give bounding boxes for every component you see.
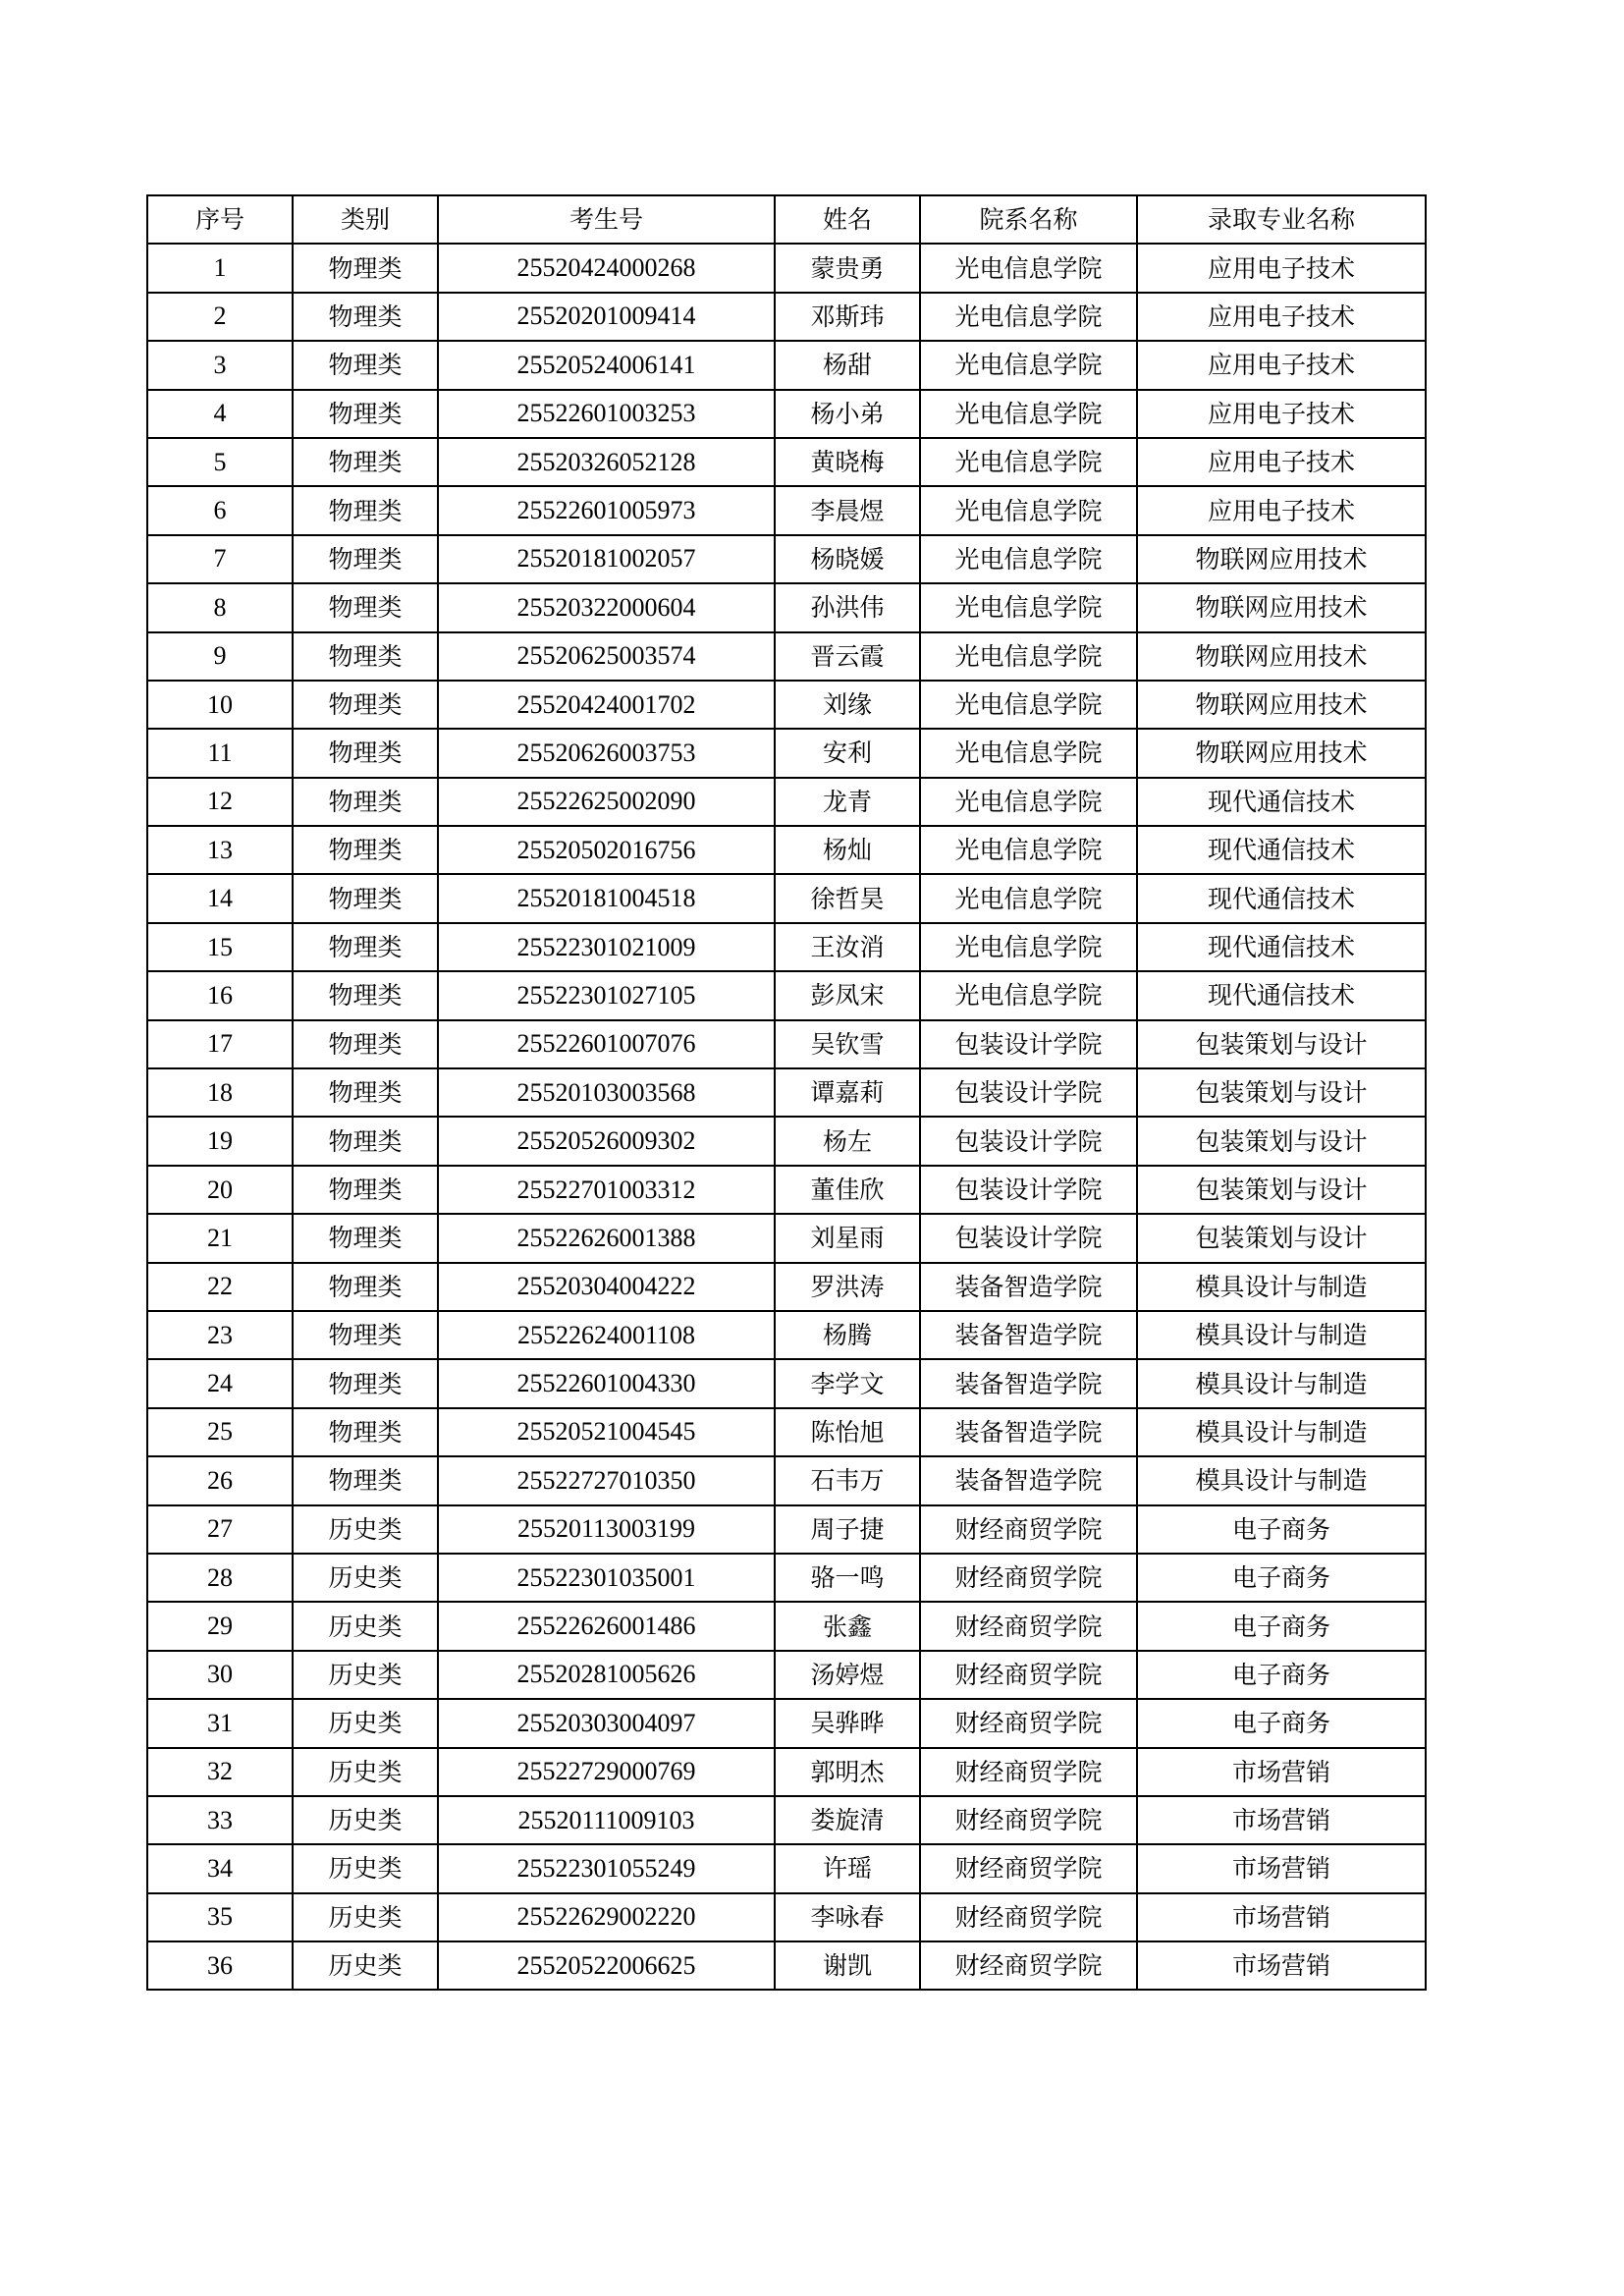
cell-department: 光电信息学院: [920, 778, 1137, 826]
cell-exam-number: 25520304004222: [438, 1263, 775, 1311]
cell-index: 10: [147, 681, 293, 729]
header-exam-number: 考生号: [438, 195, 775, 244]
cell-index: 12: [147, 778, 293, 826]
cell-index: 36: [147, 1941, 293, 1990]
cell-major: 市场营销: [1137, 1844, 1426, 1892]
cell-index: 26: [147, 1456, 293, 1504]
cell-department: 光电信息学院: [920, 293, 1137, 341]
cell-department: 财经商贸学院: [920, 1505, 1137, 1554]
cell-exam-number: 25520626003753: [438, 729, 775, 777]
cell-category: 物理类: [293, 1263, 438, 1311]
cell-name: 罗洪涛: [775, 1263, 920, 1311]
cell-index: 2: [147, 293, 293, 341]
table-row: [147, 438, 1426, 486]
cell-major: 应用电子技术: [1137, 293, 1426, 341]
cell-exam-number: 25522301027105: [438, 971, 775, 1019]
cell-exam-number: 25522629002220: [438, 1893, 775, 1941]
cell-index: 14: [147, 874, 293, 922]
cell-major: 模具设计与制造: [1137, 1408, 1426, 1456]
cell-major: 物联网应用技术: [1137, 632, 1426, 681]
cell-exam-number: 25520181002057: [438, 535, 775, 583]
cell-major: 现代通信技术: [1137, 923, 1426, 971]
cell-exam-number: 25522626001486: [438, 1602, 775, 1650]
cell-exam-number: 25522624001108: [438, 1311, 775, 1359]
cell-exam-number: 25520303004097: [438, 1699, 775, 1747]
cell-major: 物联网应用技术: [1137, 729, 1426, 777]
cell-department: 财经商贸学院: [920, 1941, 1137, 1990]
cell-category: 历史类: [293, 1651, 438, 1699]
cell-category: 历史类: [293, 1602, 438, 1650]
cell-exam-number: 25522701003312: [438, 1166, 775, 1214]
table-row: [147, 1020, 1426, 1068]
cell-department: 包装设计学院: [920, 1068, 1137, 1117]
cell-major: 模具设计与制造: [1137, 1263, 1426, 1311]
cell-exam-number: 25522601005973: [438, 486, 775, 534]
cell-name: 郭明杰: [775, 1748, 920, 1796]
cell-exam-number: 25520111009103: [438, 1796, 775, 1844]
cell-exam-number: 25520502016756: [438, 826, 775, 874]
table-row: [147, 1359, 1426, 1407]
cell-name: 黄晓梅: [775, 438, 920, 486]
cell-index: 4: [147, 390, 293, 438]
cell-index: 31: [147, 1699, 293, 1747]
cell-exam-number: 25520522006625: [438, 1941, 775, 1990]
cell-department: 光电信息学院: [920, 583, 1137, 631]
cell-category: 物理类: [293, 583, 438, 631]
cell-major: 包装策划与设计: [1137, 1214, 1426, 1262]
cell-category: 物理类: [293, 1166, 438, 1214]
cell-category: 历史类: [293, 1941, 438, 1990]
header-category: 类别: [293, 195, 438, 244]
cell-department: 包装设计学院: [920, 1117, 1137, 1165]
cell-department: 财经商贸学院: [920, 1699, 1137, 1747]
cell-category: 历史类: [293, 1748, 438, 1796]
table-row: [147, 486, 1426, 534]
cell-name: 谢凯: [775, 1941, 920, 1990]
cell-index: 19: [147, 1117, 293, 1165]
cell-department: 光电信息学院: [920, 244, 1137, 292]
cell-category: 物理类: [293, 923, 438, 971]
cell-major: 模具设计与制造: [1137, 1359, 1426, 1407]
cell-department: 光电信息学院: [920, 535, 1137, 583]
cell-category: 物理类: [293, 293, 438, 341]
cell-department: 财经商贸学院: [920, 1796, 1137, 1844]
table-row: [147, 1456, 1426, 1504]
cell-department: 装备智造学院: [920, 1408, 1137, 1456]
table-row: [147, 874, 1426, 922]
cell-index: 30: [147, 1651, 293, 1699]
cell-name: 石韦万: [775, 1456, 920, 1504]
table-row: [147, 244, 1426, 292]
cell-name: 谭嘉莉: [775, 1068, 920, 1117]
cell-major: 电子商务: [1137, 1505, 1426, 1554]
cell-exam-number: 25520424001702: [438, 681, 775, 729]
table-row: [147, 535, 1426, 583]
cell-index: 18: [147, 1068, 293, 1117]
cell-name: 汤婷煜: [775, 1651, 920, 1699]
cell-index: 6: [147, 486, 293, 534]
table-row: [147, 1068, 1426, 1117]
cell-major: 电子商务: [1137, 1651, 1426, 1699]
table-row: [147, 1699, 1426, 1747]
cell-department: 装备智造学院: [920, 1311, 1137, 1359]
cell-name: 杨左: [775, 1117, 920, 1165]
cell-major: 包装策划与设计: [1137, 1068, 1426, 1117]
cell-index: 17: [147, 1020, 293, 1068]
cell-name: 安利: [775, 729, 920, 777]
cell-exam-number: 25520281005626: [438, 1651, 775, 1699]
table-row: [147, 632, 1426, 681]
cell-name: 许瑶: [775, 1844, 920, 1892]
cell-index: 32: [147, 1748, 293, 1796]
cell-category: 物理类: [293, 390, 438, 438]
cell-major: 包装策划与设计: [1137, 1020, 1426, 1068]
cell-department: 包装设计学院: [920, 1020, 1137, 1068]
cell-exam-number: 25520103003568: [438, 1068, 775, 1117]
cell-index: 35: [147, 1893, 293, 1941]
cell-category: 物理类: [293, 1408, 438, 1456]
cell-index: 8: [147, 583, 293, 631]
table-row: [147, 826, 1426, 874]
cell-category: 物理类: [293, 1214, 438, 1262]
cell-index: 25: [147, 1408, 293, 1456]
cell-major: 物联网应用技术: [1137, 681, 1426, 729]
header-department: 院系名称: [920, 195, 1137, 244]
cell-department: 光电信息学院: [920, 390, 1137, 438]
cell-major: 市场营销: [1137, 1748, 1426, 1796]
cell-category: 历史类: [293, 1796, 438, 1844]
cell-exam-number: 25520625003574: [438, 632, 775, 681]
cell-department: 财经商贸学院: [920, 1602, 1137, 1650]
cell-category: 物理类: [293, 778, 438, 826]
cell-name: 李学文: [775, 1359, 920, 1407]
cell-category: 物理类: [293, 1359, 438, 1407]
cell-department: 光电信息学院: [920, 486, 1137, 534]
cell-name: 董佳欣: [775, 1166, 920, 1214]
cell-exam-number: 25520322000604: [438, 583, 775, 631]
cell-index: 27: [147, 1505, 293, 1554]
cell-category: 物理类: [293, 1068, 438, 1117]
cell-department: 光电信息学院: [920, 632, 1137, 681]
table-row: [147, 923, 1426, 971]
cell-department: 财经商贸学院: [920, 1844, 1137, 1892]
cell-category: 物理类: [293, 826, 438, 874]
cell-index: 15: [147, 923, 293, 971]
cell-name: 杨灿: [775, 826, 920, 874]
table-body: [147, 244, 1426, 1990]
cell-major: 电子商务: [1137, 1699, 1426, 1747]
cell-major: 现代通信技术: [1137, 874, 1426, 922]
cell-category: 物理类: [293, 874, 438, 922]
cell-category: 物理类: [293, 486, 438, 534]
cell-major: 模具设计与制造: [1137, 1456, 1426, 1504]
cell-index: 29: [147, 1602, 293, 1650]
cell-major: 现代通信技术: [1137, 826, 1426, 874]
cell-department: 财经商贸学院: [920, 1748, 1137, 1796]
table-row: [147, 293, 1426, 341]
cell-name: 杨甜: [775, 341, 920, 389]
cell-major: 物联网应用技术: [1137, 583, 1426, 631]
table-row: [147, 1941, 1426, 1990]
cell-major: 应用电子技术: [1137, 244, 1426, 292]
cell-category: 物理类: [293, 1020, 438, 1068]
cell-major: 包装策划与设计: [1137, 1117, 1426, 1165]
cell-exam-number: 25520524006141: [438, 341, 775, 389]
cell-index: 7: [147, 535, 293, 583]
cell-department: 包装设计学院: [920, 1166, 1137, 1214]
cell-exam-number: 25522301055249: [438, 1844, 775, 1892]
cell-index: 23: [147, 1311, 293, 1359]
cell-name: 周子捷: [775, 1505, 920, 1554]
table-row: [147, 1311, 1426, 1359]
cell-exam-number: 25522727010350: [438, 1456, 775, 1504]
cell-name: 孙洪伟: [775, 583, 920, 631]
cell-department: 光电信息学院: [920, 681, 1137, 729]
cell-name: 吴骅晔: [775, 1699, 920, 1747]
cell-department: 光电信息学院: [920, 438, 1137, 486]
cell-major: 包装策划与设计: [1137, 1166, 1426, 1214]
cell-category: 历史类: [293, 1844, 438, 1892]
cell-index: 9: [147, 632, 293, 681]
cell-major: 电子商务: [1137, 1554, 1426, 1602]
cell-index: 11: [147, 729, 293, 777]
cell-index: 21: [147, 1214, 293, 1262]
cell-category: 物理类: [293, 438, 438, 486]
cell-index: 13: [147, 826, 293, 874]
table-row: [147, 1893, 1426, 1941]
cell-exam-number: 25520201009414: [438, 293, 775, 341]
cell-index: 33: [147, 1796, 293, 1844]
cell-category: 物理类: [293, 1311, 438, 1359]
cell-major: 应用电子技术: [1137, 438, 1426, 486]
cell-name: 杨腾: [775, 1311, 920, 1359]
table-row: [147, 390, 1426, 438]
cell-major: 应用电子技术: [1137, 390, 1426, 438]
cell-name: 杨小弟: [775, 390, 920, 438]
cell-major: 模具设计与制造: [1137, 1311, 1426, 1359]
cell-name: 张鑫: [775, 1602, 920, 1650]
cell-department: 光电信息学院: [920, 826, 1137, 874]
cell-category: 物理类: [293, 1456, 438, 1504]
table-row: [147, 1408, 1426, 1456]
table-row: [147, 1505, 1426, 1554]
cell-index: 24: [147, 1359, 293, 1407]
cell-category: 物理类: [293, 681, 438, 729]
cell-name: 王汝消: [775, 923, 920, 971]
cell-exam-number: 25522601004330: [438, 1359, 775, 1407]
cell-major: 市场营销: [1137, 1893, 1426, 1941]
cell-exam-number: 25522301021009: [438, 923, 775, 971]
cell-exam-number: 25522625002090: [438, 778, 775, 826]
cell-name: 刘缘: [775, 681, 920, 729]
cell-category: 历史类: [293, 1893, 438, 1941]
cell-department: 光电信息学院: [920, 923, 1137, 971]
header-index: 序号: [147, 195, 293, 244]
cell-department: 装备智造学院: [920, 1456, 1137, 1504]
cell-exam-number: 25522301035001: [438, 1554, 775, 1602]
cell-name: 徐哲昊: [775, 874, 920, 922]
cell-department: 光电信息学院: [920, 341, 1137, 389]
cell-department: 光电信息学院: [920, 971, 1137, 1019]
table-row: [147, 778, 1426, 826]
cell-exam-number: 25522601007076: [438, 1020, 775, 1068]
cell-exam-number: 25520521004545: [438, 1408, 775, 1456]
cell-exam-number: 25520326052128: [438, 438, 775, 486]
header-row: [147, 195, 1426, 244]
cell-index: 1: [147, 244, 293, 292]
cell-major: 电子商务: [1137, 1602, 1426, 1650]
cell-name: 彭凤宋: [775, 971, 920, 1019]
cell-category: 物理类: [293, 341, 438, 389]
table-row: [147, 583, 1426, 631]
table-row: [147, 1748, 1426, 1796]
cell-category: 物理类: [293, 535, 438, 583]
cell-major: 现代通信技术: [1137, 971, 1426, 1019]
table-row: [147, 1651, 1426, 1699]
cell-department: 包装设计学院: [920, 1214, 1137, 1262]
cell-name: 娄旋清: [775, 1796, 920, 1844]
cell-exam-number: 25520181004518: [438, 874, 775, 922]
table-row: [147, 1166, 1426, 1214]
cell-category: 历史类: [293, 1554, 438, 1602]
cell-major: 物联网应用技术: [1137, 535, 1426, 583]
cell-exam-number: 25522729000769: [438, 1748, 775, 1796]
cell-category: 历史类: [293, 1505, 438, 1554]
cell-name: 龙青: [775, 778, 920, 826]
cell-index: 20: [147, 1166, 293, 1214]
cell-exam-number: 25520526009302: [438, 1117, 775, 1165]
cell-index: 3: [147, 341, 293, 389]
cell-major: 市场营销: [1137, 1941, 1426, 1990]
cell-name: 晋云霞: [775, 632, 920, 681]
cell-index: 34: [147, 1844, 293, 1892]
cell-name: 骆一鸣: [775, 1554, 920, 1602]
table-row: [147, 729, 1426, 777]
table-row: [147, 1263, 1426, 1311]
cell-major: 现代通信技术: [1137, 778, 1426, 826]
cell-exam-number: 25522626001388: [438, 1214, 775, 1262]
cell-exam-number: 25520424000268: [438, 244, 775, 292]
cell-category: 物理类: [293, 1117, 438, 1165]
cell-category: 物理类: [293, 632, 438, 681]
table-row: [147, 341, 1426, 389]
table-row: [147, 1796, 1426, 1844]
table-row: [147, 1554, 1426, 1602]
table-row: [147, 1602, 1426, 1650]
cell-category: 物理类: [293, 729, 438, 777]
cell-department: 财经商贸学院: [920, 1893, 1137, 1941]
header-major: 录取专业名称: [1137, 195, 1426, 244]
cell-major: 市场营销: [1137, 1796, 1426, 1844]
cell-department: 财经商贸学院: [920, 1651, 1137, 1699]
cell-category: 历史类: [293, 1699, 438, 1747]
cell-index: 22: [147, 1263, 293, 1311]
cell-department: 光电信息学院: [920, 729, 1137, 777]
table-row: [147, 1844, 1426, 1892]
cell-exam-number: 25522601003253: [438, 390, 775, 438]
cell-department: 财经商贸学院: [920, 1554, 1137, 1602]
table-row: [147, 1117, 1426, 1165]
cell-index: 28: [147, 1554, 293, 1602]
cell-name: 吴钦雪: [775, 1020, 920, 1068]
cell-major: 应用电子技术: [1137, 341, 1426, 389]
cell-name: 杨晓媛: [775, 535, 920, 583]
cell-department: 装备智造学院: [920, 1359, 1137, 1407]
cell-name: 李咏春: [775, 1893, 920, 1941]
header-name: 姓名: [775, 195, 920, 244]
admission-table: [146, 194, 1427, 1991]
cell-major: 应用电子技术: [1137, 486, 1426, 534]
cell-department: 光电信息学院: [920, 874, 1137, 922]
cell-category: 物理类: [293, 244, 438, 292]
table-row: [147, 971, 1426, 1019]
cell-name: 李晨煜: [775, 486, 920, 534]
cell-department: 装备智造学院: [920, 1263, 1137, 1311]
cell-index: 16: [147, 971, 293, 1019]
table-row: [147, 1214, 1426, 1262]
cell-name: 刘星雨: [775, 1214, 920, 1262]
cell-name: 陈怡旭: [775, 1408, 920, 1456]
cell-exam-number: 25520113003199: [438, 1505, 775, 1554]
cell-name: 蒙贵勇: [775, 244, 920, 292]
cell-index: 5: [147, 438, 293, 486]
table-row: [147, 681, 1426, 729]
cell-category: 物理类: [293, 971, 438, 1019]
cell-name: 邓斯玮: [775, 293, 920, 341]
